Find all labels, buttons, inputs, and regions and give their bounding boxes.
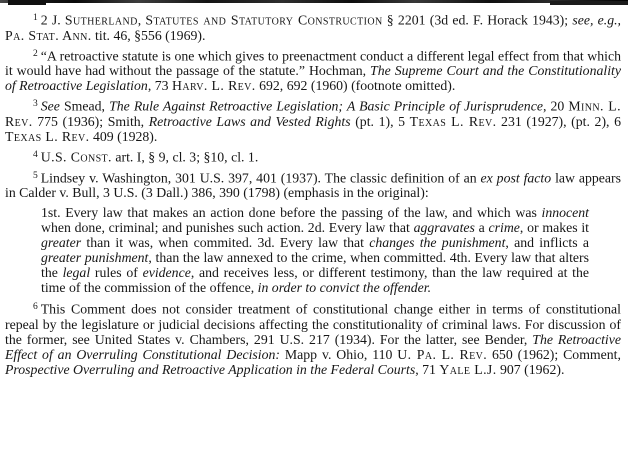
text-segment: Harv. L. Rev. — [171, 78, 256, 94]
text-segment: , or makes it — [519, 219, 590, 235]
footnote-number: 1 — [33, 13, 38, 23]
text-segment: in order to convict the offender. — [257, 280, 432, 295]
text-segment: Minn. L. Rev. — [5, 98, 621, 130]
text-segment: rules of — [90, 264, 143, 280]
text-segment: Sutherland — [64, 12, 138, 28]
footnote-6 — [5, 300, 621, 377]
text-segment: greater punishment — [41, 249, 149, 265]
scan-artifact-blob-right — [550, 1, 628, 5]
text-segment: 409 (1928). — [89, 129, 158, 145]
scan-artifact-blob-left — [8, 0, 46, 5]
text-segment: Pa. Stat. Ann. — [5, 27, 92, 43]
footnote-3 — [5, 97, 621, 144]
text-segment: U.S. Const. — [40, 149, 112, 165]
footnote-5 — [5, 169, 621, 201]
text-segment: The Supreme Court and the Constitutionality of Retroactive Legislation — [5, 63, 621, 94]
text-segment: Smead, — [59, 98, 110, 114]
blockquote-calder-v-bull — [41, 205, 589, 296]
text-segment: Texas L. Rev. — [409, 114, 497, 130]
text-segment: 231 (1927), (pt. 2), 6 — [496, 114, 621, 130]
text-segment: Lindsey v. Washington, 301 U.S. 397, 401 (1937). The classic definition of an — [40, 170, 481, 186]
text-segment: 2 J. — [40, 12, 65, 28]
text-segment: Statutes and Statutory Construction — [145, 12, 383, 28]
text-segment: 907 (1962). — [496, 361, 565, 377]
footnote-1 — [5, 11, 621, 43]
text-segment: Retroactive Laws and Vested Rights — [148, 114, 351, 130]
footnote-number: 4 — [33, 150, 38, 161]
text-segment: 692, 692 (1960) (footnote omitted). — [255, 78, 456, 94]
text-segment: tit. 46, §556 (1969). — [91, 27, 206, 43]
footnotes-block — [5, 11, 621, 381]
text-segment: than it was, when commited. 3d. Every law that — [81, 234, 370, 250]
text-segment: See — [40, 98, 60, 114]
text-segment: evidence — [142, 264, 191, 280]
text-segment: , 71 — [415, 361, 440, 377]
text-segment: law appears in Calder v. Bull, 3 U.S. (3 Dall.) 386, 390 (1798) (emphasis in the original): — [5, 170, 622, 201]
text-segment: 1st. Every law that makes an action done before the passing of the law, and which was — [41, 204, 542, 220]
text-segment: ex post facto — [480, 170, 552, 186]
text-segment: , and receives less, or different testimony, than the law required at the time of the commission of the offence, — [41, 264, 589, 295]
text-segment: when done, criminal; and punishes such action. 2d. Every law that — [41, 219, 414, 235]
text-segment: greater — [41, 234, 82, 250]
text-segment: Prospective Overruling and Retroactive Application in the Federal Courts — [5, 361, 416, 377]
text-segment: Texas L. Rev. — [5, 129, 90, 145]
text-segment: , — [137, 12, 146, 28]
text-segment: 650 (1962); Comment, — [487, 346, 621, 362]
text-segment: The Rule Against Retroactive Legislation; A Basic Principle of Jurisprudence — [109, 98, 543, 114]
text-segment: Yale L.J. — [439, 361, 497, 377]
text-segment: 775 (1936); Smith, — [32, 114, 149, 130]
footnote-4 — [5, 148, 621, 165]
text-segment: art. I, § 9, cl. 3; §10, cl. 1. — [111, 149, 259, 165]
text-segment: legal — [62, 264, 91, 280]
text-segment: , and inflicts a — [505, 234, 589, 250]
text-segment: aggravates — [413, 219, 475, 235]
footnote-number: 5 — [33, 170, 38, 181]
footnote-number: 2 — [33, 48, 38, 59]
text-segment: innocent — [541, 204, 589, 220]
text-segment: (pt. 1), 5 — [350, 114, 410, 130]
text-segment: a — [474, 219, 489, 235]
text-segment: U. Pa. L. Rev. — [397, 346, 488, 362]
footnote-2 — [5, 47, 621, 94]
text-segment: This Comment does not consider treatment of constitutional change either in terms of constitutional repeal by the legislature or judicial decisions affecting the constitutionality of criminal laws. For discussion of the former, see United States v. Chambers, 291 U.S. 217 (1934). For the latter, see Bender, — [5, 301, 621, 347]
footnote-number: 6 — [33, 302, 38, 313]
text-segment: “A retroactive statute is one which gives to preenactment conduct a different legal effect from that which it would have had without the passage of the statute.” Hochman, — [5, 48, 621, 79]
footnote-number: 3 — [33, 99, 38, 110]
text-segment: , 73 — [147, 78, 172, 94]
text-segment: , than the law annexed to the crime, when committed. 4th. Every law that alters the — [41, 249, 589, 280]
text-segment: , 20 — [542, 98, 569, 114]
text-segment: see, e.g., — [572, 12, 621, 28]
text-segment: Mapp v. Ohio, 110 — [280, 346, 398, 362]
text-segment: changes the punishment — [369, 234, 506, 250]
text-segment: The Retroactive Effect of an Overruling Constitutional Decision: — [5, 331, 621, 362]
scan-artifact-top-edge — [0, 0, 628, 3]
text-segment: § 2201 (3d ed. F. Horack 1943); — [382, 12, 573, 28]
text-segment: crime — [488, 219, 520, 235]
